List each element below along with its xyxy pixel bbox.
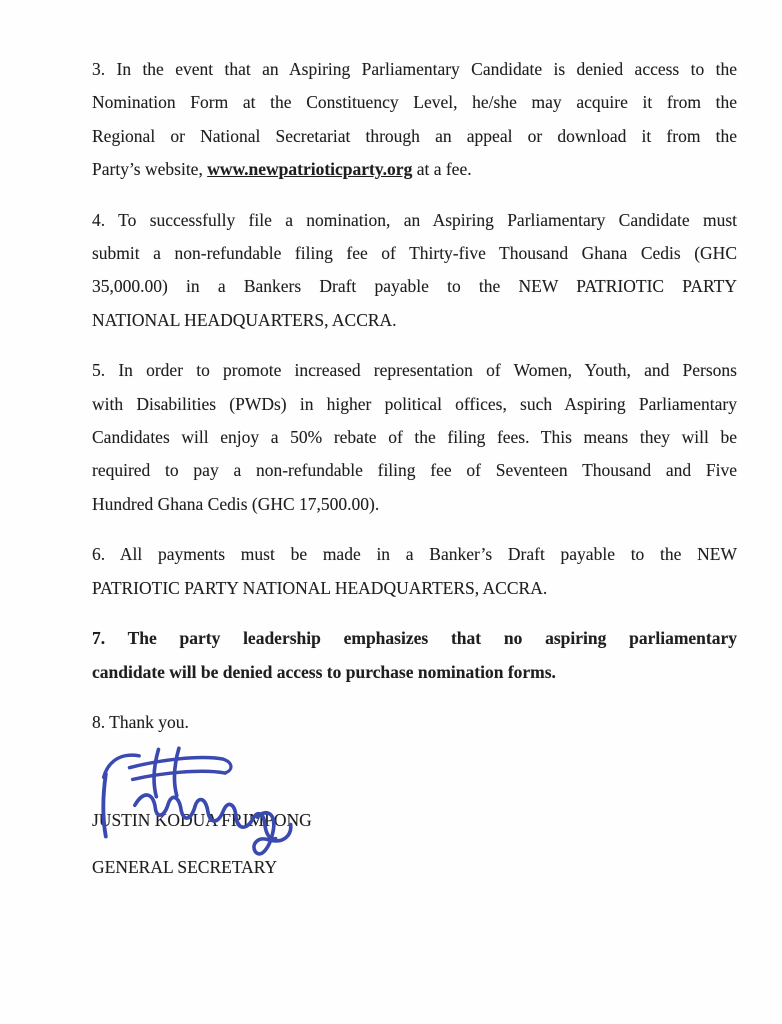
p6-line-1: 6. All payments must be made in a Banker’s Draft payable to the NEW <box>92 544 737 565</box>
paragraph-item-8 <box>92 706 737 739</box>
paragraph-item-5 <box>92 354 737 521</box>
signatory-title: GENERAL SECRETARY <box>92 856 278 877</box>
p6-line-2: PATRIOTIC PARTY NATIONAL HEADQUARTERS, ACCRA. <box>92 577 548 598</box>
p3-line-3: Regional or National Secretariat through an appeal or download it from the <box>92 125 737 146</box>
p3-line-4 <box>92 153 737 186</box>
p5-line-1: 5. In order to promote increased representation of Women, Youth, and Persons <box>92 360 737 381</box>
signatory-name: JUSTIN KODUA FRIMPONG <box>92 810 312 831</box>
p5-line-3: Candidates will enjoy a 50% rebate of the filing fees. This means they will be <box>92 427 737 448</box>
p5-line-2: with Disabilities (PWDs) in higher political offices, such Aspiring Parliamentary <box>92 393 737 414</box>
p7-line-2: candidate will be denied access to purchase nomination forms. <box>92 661 556 682</box>
p3-link-suffix: at a fee. <box>412 159 472 180</box>
p3-link-prefix: Party’s website, <box>92 159 208 180</box>
paragraph-item-3 <box>92 53 737 187</box>
p4-line-4: NATIONAL HEADQUARTERS, ACCRA. <box>92 309 397 330</box>
p4-line-1: 4. To successfully file a nomination, an Aspiring Parliamentary Candidate must <box>92 209 737 230</box>
p8-line-1: 8. Thank you. <box>92 711 189 732</box>
p3-line-2: Nomination Form at the Constituency Level, he/she may acquire it from the <box>92 92 737 113</box>
p3-line-1: 3. In the event that an Aspiring Parliamentary Candidate is denied access to the <box>92 59 737 79</box>
p5-line-4: required to pay a non-refundable filing fee of Seventeen Thousand and Five <box>92 460 737 481</box>
paragraph-item-6 <box>92 538 737 605</box>
p4-line-2: submit a non-refundable filing fee of Thirty-five Thousand Ghana Cedis (GHC <box>92 243 737 264</box>
paragraph-item-4 <box>92 204 737 338</box>
p7-line-1: 7. The party leadership emphasizes that no aspiring parliamentary <box>92 628 737 649</box>
p5-line-5: Hundred Ghana Cedis (GHC 17,500.00). <box>92 493 380 514</box>
paragraph-item-7 <box>92 622 737 689</box>
signature-block <box>92 750 737 884</box>
p4-line-3: 35,000.00) in a Bankers Draft payable to the NEW PATRIOTIC PARTY <box>92 276 737 297</box>
party-website-link[interactable]: www.newpatrioticparty.org <box>207 159 413 180</box>
